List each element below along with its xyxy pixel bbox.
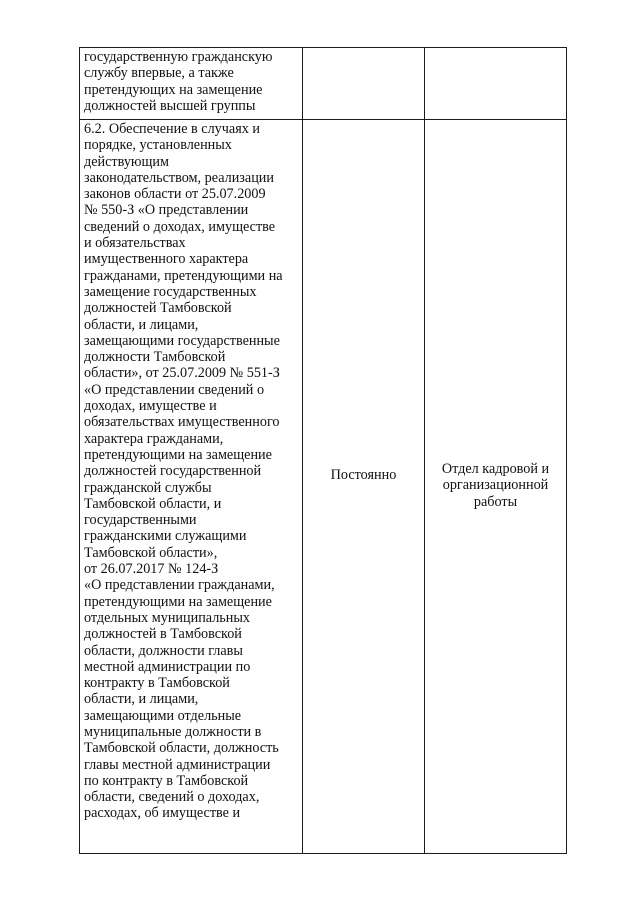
description-line: главы местной администрации [84, 756, 271, 773]
description-line: гражданской службы [84, 479, 212, 496]
responsible-cell [425, 120, 567, 854]
description-line: области, сведений о доходах, [84, 789, 260, 806]
description-line: области, и лицами, [84, 316, 199, 333]
description-line: претендующими на замещение [84, 446, 272, 463]
description-line: замещение государственных [84, 283, 257, 300]
description-line: действующим [84, 153, 170, 170]
description-line: от 26.07.2017 № 124-З [84, 561, 219, 578]
description-line: 6.2. Обеспечение в случаях и [84, 121, 260, 137]
document-table [79, 47, 567, 854]
description-line: отдельных муниципальных [84, 609, 250, 626]
description-line: порядке, установленных [84, 137, 232, 154]
responsible-line: работы [473, 493, 518, 510]
term-cell [303, 48, 425, 120]
description-line: Тамбовской области», [84, 544, 218, 561]
description-line: гражданскими служащими [84, 528, 247, 545]
description-line: должностей государственной [84, 463, 262, 480]
description-line: контракту в Тамбовской [84, 675, 230, 692]
description-line: Тамбовской области, должность [84, 740, 279, 757]
description-line: законодательством, реализации [84, 169, 274, 186]
description-line: расходах, об имуществе и [84, 805, 241, 822]
description-line: муниципальные должности в [84, 723, 262, 740]
table-row [80, 48, 567, 120]
term-cell [303, 120, 425, 854]
responsible-cell [425, 48, 567, 120]
description-line: «О представлении сведений о [84, 381, 265, 398]
description-line: должности Тамбовской [84, 349, 226, 366]
description-cell [80, 48, 303, 120]
description-line: доходах, имуществе и [84, 398, 217, 415]
description-line: замещающими государственные [84, 332, 280, 349]
description-line: области, и лицами, [84, 691, 199, 708]
description-line: должностей в Тамбовской [84, 626, 242, 643]
description-line: области», от 25.07.2009 № 551-З [84, 365, 280, 382]
term-text: Постоянно [330, 467, 397, 483]
description-line: должностей Тамбовской [84, 300, 232, 317]
description-line: по контракту в Тамбовской [84, 772, 249, 789]
description-cell [80, 120, 303, 854]
description-line: № 550-З «О представлении [84, 202, 249, 219]
table-row [80, 120, 567, 854]
description-line: сведений о доходах, имуществе [84, 218, 276, 235]
description-line: и обязательствах [84, 235, 186, 252]
description-line: претендующими на замещение [84, 593, 272, 610]
description-line: характера гражданами, [84, 430, 224, 447]
responsible-text [425, 461, 566, 510]
description-line: Тамбовской области, и [84, 495, 222, 512]
description-line: государственными [84, 512, 197, 529]
description-line: области, должности главы [84, 642, 243, 659]
description-line: имущественного характера [84, 251, 249, 268]
description-line: законов области от 25.07.2009 [84, 186, 266, 203]
description-line: претендующих на замещение [84, 81, 263, 98]
description-line: гражданами, претендующими на [84, 267, 283, 284]
responsible-line: Отдел кадровой и [441, 461, 550, 477]
description-line: местной администрации по [84, 658, 251, 675]
description-line: должностей высшей группы [84, 97, 256, 114]
description-line: обязательствах имущественного [84, 414, 280, 431]
responsible-line: организационной [442, 477, 549, 494]
description-line: замещающими отдельные [84, 707, 242, 724]
description-line: государственную гражданскую [84, 49, 273, 65]
description-line: «О представлении гражданами, [84, 577, 275, 594]
description-line: службу впервые, а также [84, 65, 234, 82]
